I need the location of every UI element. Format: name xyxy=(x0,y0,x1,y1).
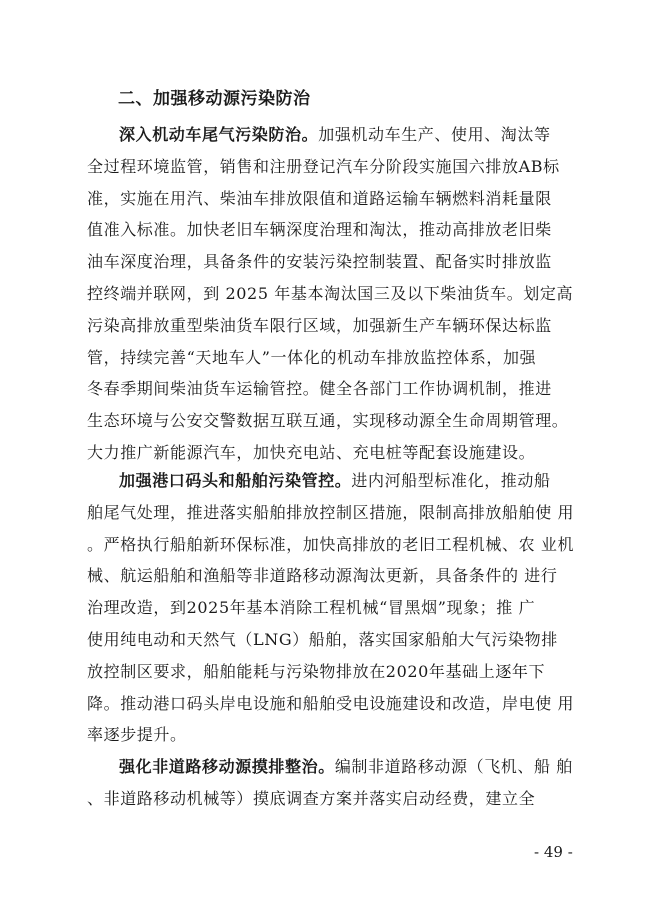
paragraph-port-ships xyxy=(87,465,581,751)
section-heading: 二、加强移动源污染防治 xyxy=(118,89,311,109)
paragraph-vehicle-emissions xyxy=(87,119,581,469)
paragraph-line: 放控制区要求，船舶能耗与污染物排放在2020年基础上逐年下 xyxy=(87,661,546,681)
paragraph-lead: 强化非道路移动源摸排整治。 xyxy=(119,757,335,776)
paragraph-lead: 深入机动车尾气污染防治。 xyxy=(119,125,319,144)
paragraph-text: 进内河船型标准化，推动船 xyxy=(351,471,551,490)
paragraph-line: 油车深度治理，具备条件的安装污染控制装置、配备实时排放监 xyxy=(87,252,552,272)
paragraph-line: 械、航运船舶和渔船等非道路移动源淘汰更新，具备条件的 进行 xyxy=(87,566,558,586)
page-number: - 49 - xyxy=(534,843,573,861)
paragraph-line: 值准入标准。加快老旧车辆深度治理和淘汰，推动高排放老旧柴 xyxy=(87,220,552,240)
paragraph-line xyxy=(87,465,581,497)
paragraph-line: 降。推动港口码头岸电设施和船舶受电设施建设和改造，岸电使 用 xyxy=(87,693,575,713)
paragraph-line: 管，持续完善“天地车人”一体化的机动车排放监控体系，加强 xyxy=(87,347,537,367)
paragraph-lead: 加强港口码头和船舶污染管控。 xyxy=(119,471,352,490)
paragraph-line: 、非道路移动机械等）摸底调查方案并落实启动经费，建立全 xyxy=(87,788,536,808)
paragraph-line: 冬春季期间柴油货车运输管控。健全各部门工作协调机制，推进 xyxy=(87,379,552,399)
paragraph-text: 加强机动车生产、使用、淘汰等 xyxy=(318,125,551,144)
paragraph-line: 控终端并联网，到 2025 年基本淘汰国三及以下柴油货车。划定高 xyxy=(87,283,574,303)
paragraph-line: 舶尾气处理，推进落实船舶排放控制区措施，限制高排放船舶使 用 xyxy=(87,502,575,522)
paragraph-line: 使用纯电动和天然气（LNG）船舶，落实国家船舶大气污染物排 xyxy=(87,629,558,649)
paragraph-line: 全过程环境监管，销售和注册登记汽车分阶段实施国六排放AB标 xyxy=(87,156,560,176)
paragraph-line: 治理改造，到2025年基本消除工程机械“冒黑烟”现象；推 广 xyxy=(87,598,536,618)
paragraph-line: 生态环境与公安交警数据互联互通，实现移动源全生命周期管理。 xyxy=(87,411,569,431)
paragraph-line: 准，实施在用汽、柴油车排放限值和道路运输车辆燃料消耗量限 xyxy=(87,188,552,208)
paragraph-line: 。严格执行船舶新环保标准，加快高排放的老旧工程机械、农 业机 xyxy=(87,534,575,554)
paragraph-line: 大力推广新能源汽车，加快充电站、充电桩等配套设施建设。 xyxy=(87,442,536,462)
paragraph-line: 污染高排放重型柴油货车限行区域，加强新生产车辆环保达标监 xyxy=(87,315,552,335)
paragraph-line: 率逐步提升。 xyxy=(87,725,187,745)
paragraph-line xyxy=(87,751,581,783)
paragraph-non-road-sources xyxy=(87,751,581,815)
paragraph-line xyxy=(87,119,581,151)
paragraph-text: 编制非道路移动源（飞机、船 舶 xyxy=(334,757,573,776)
